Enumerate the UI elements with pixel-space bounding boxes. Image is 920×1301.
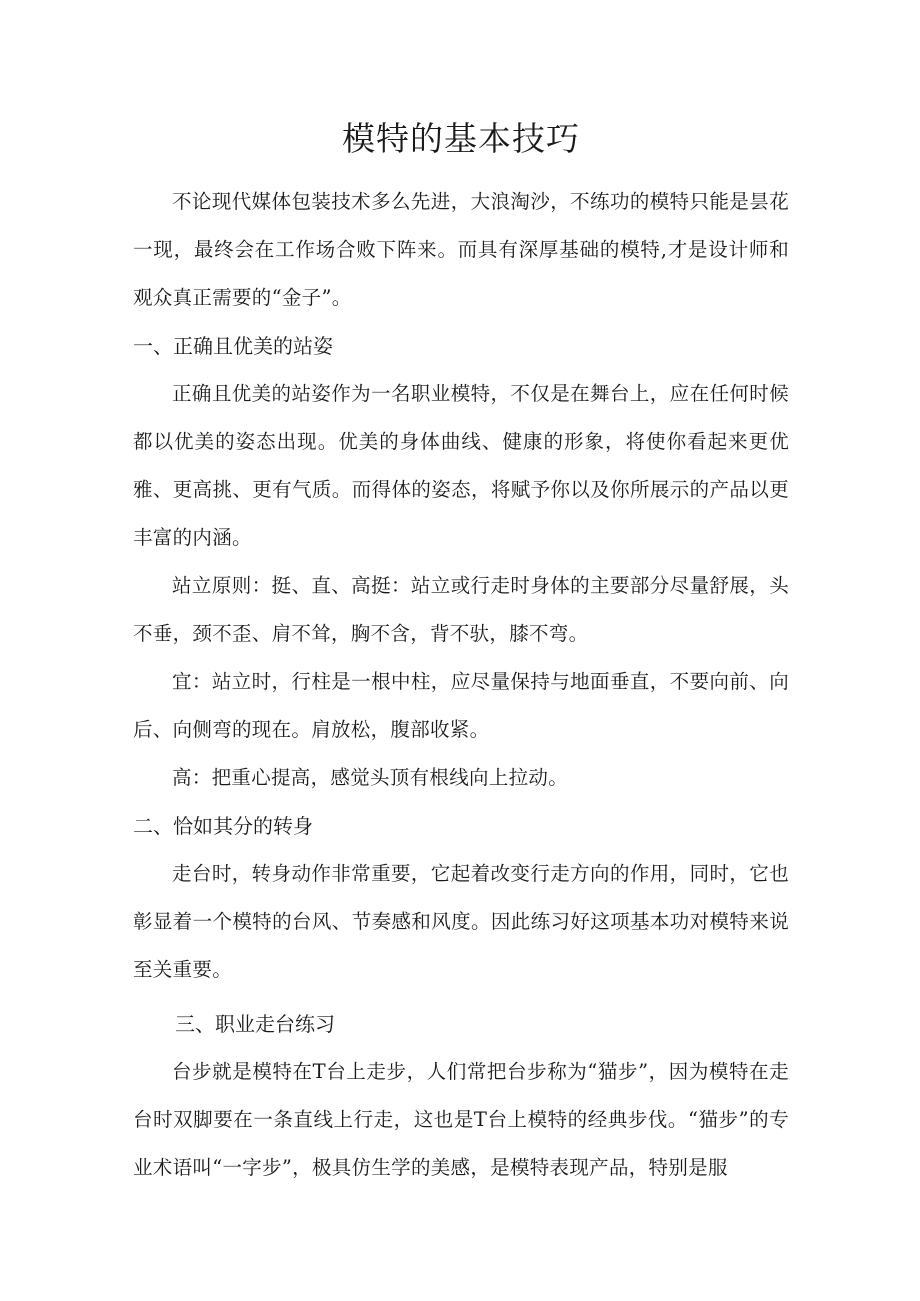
section-1-paragraph-3: 宜：站立时，行柱是一根中柱，应尽量保持与地面垂直，不要向前、向后、向侧弯的现在。肩放松，腹部收紧。 [133, 670, 789, 741]
section-2-paragraph-1: 走台时，转身动作非常重要，它起着改变行走方向的作用，同时，它也彰显着一个模特的台风、节奏感和风度。因此练习好这项基本功对模特来说至关重要。 [133, 862, 789, 981]
document-title: 模特的基本技巧 [342, 119, 580, 158]
section-3-heading: 三、职业走台练习 [175, 1012, 335, 1036]
section-1-heading: 一、正确且优美的站姿 [133, 334, 333, 358]
intro-paragraph: 不论现代媒体包装技术多么先进，大浪淘沙，不练功的模特只能是昙花一现，最终会在工作场合败下阵来。而具有深厚基础的模特,才是设计师和观众真正需要的“金子”。 [133, 190, 789, 309]
section-2-heading: 二、恰如其分的转身 [133, 814, 313, 838]
section-1-paragraph-2: 站立原则：挺、直、高挺：站立或行走时身体的主要部分尽量舒展，头不垂，颈不歪、肩不耸，胸不含，背不驮，膝不弯。 [133, 574, 789, 645]
document-page [133, 112, 789, 1192]
section-1-paragraph-1: 正确且优美的站姿作为一名职业模特，不仅是在舞台上，应在任何时候都以优美的姿态出现。优美的身体曲线、健康的形象，将使你看起来更优雅、更高挑、更有气质。而得体的姿态，将赋予你以及你所展示的产品以更丰富的内涵。 [133, 382, 789, 549]
section-3-paragraph-1: 台步就是模特在T台上走步，人们常把台步称为“猫步”，因为模特在走台时双脚要在一条直线上行走，这也是T台上模特的经典步伐。“猫步”的专业术语叫“一字步”，极具仿生学的美感，是模特表现产品，特别是服 [133, 1060, 789, 1179]
section-1-paragraph-4: 高：把重心提高，感觉头顶有根线向上拉动。 [172, 766, 569, 789]
